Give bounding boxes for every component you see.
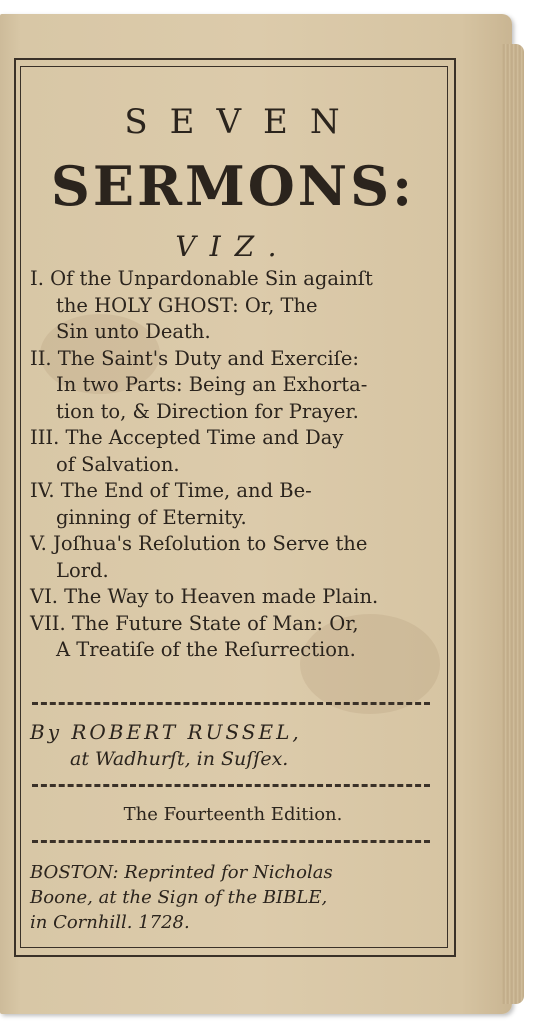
edition-line: The Fourteenth Edition. bbox=[123, 804, 343, 825]
divider-rule bbox=[32, 840, 430, 843]
sermon-6-line-1: VI. The Way to Heaven made Plain. bbox=[30, 585, 379, 608]
sermon-7-line-1: VII. The Future State of Man: Or, bbox=[30, 611, 359, 635]
page-edges bbox=[502, 44, 524, 1004]
sermon-1-line-3: Sin unto Death. bbox=[56, 320, 211, 343]
title-sermons: SERMONS: bbox=[50, 154, 416, 218]
divider-rule bbox=[32, 702, 430, 705]
sermon-list bbox=[30, 266, 442, 664]
imprint-block bbox=[30, 860, 440, 935]
location-line: at Wadhurſt, in Suſſex. bbox=[70, 748, 289, 770]
sermon-1-line-2: the HOLY GHOST: Or, The bbox=[56, 293, 318, 317]
sermon-1-line-1: I. Of the Unpardonable Sin againſt bbox=[30, 267, 373, 290]
title-page-content bbox=[20, 66, 446, 946]
sermon-3-line-1: III. The Accepted Time and Day bbox=[30, 426, 344, 449]
sermon-4-line-1: IV. The End of Time, and Be- bbox=[30, 479, 312, 502]
sermon-3-line-2: of Salvation. bbox=[56, 452, 180, 476]
sermon-4-line-2: ginning of Eternity. bbox=[56, 505, 247, 529]
viz-label: VIZ. bbox=[175, 230, 291, 263]
book-title-page bbox=[0, 14, 512, 1014]
imprint-line-1: BOSTON: Reprinted for Nicholas bbox=[30, 862, 333, 883]
imprint-line-3: in Cornhill. 1728. bbox=[30, 912, 190, 933]
divider-rule bbox=[32, 784, 430, 787]
sermon-2-line-3: tion to, & Direction for Prayer. bbox=[56, 399, 359, 423]
imprint-line-2: Boone, at the Sign of the BIBLE, bbox=[30, 887, 328, 908]
sermon-2-line-2: In two Parts: Being an Exhorta- bbox=[56, 373, 368, 396]
sermon-2-line-1: II. The Saint's Duty and Exerciſe: bbox=[30, 346, 359, 370]
author-line: By ROBERT RUSSEL, bbox=[30, 720, 302, 744]
sermon-5-line-2: Lord. bbox=[56, 558, 109, 582]
sermon-7-line-2: A Treatiſe of the Reſurrection. bbox=[56, 638, 356, 661]
title-seven: SEVEN bbox=[124, 102, 362, 142]
sermon-5-line-1: V. Joſhua's Reſolution to Serve the bbox=[30, 532, 368, 555]
